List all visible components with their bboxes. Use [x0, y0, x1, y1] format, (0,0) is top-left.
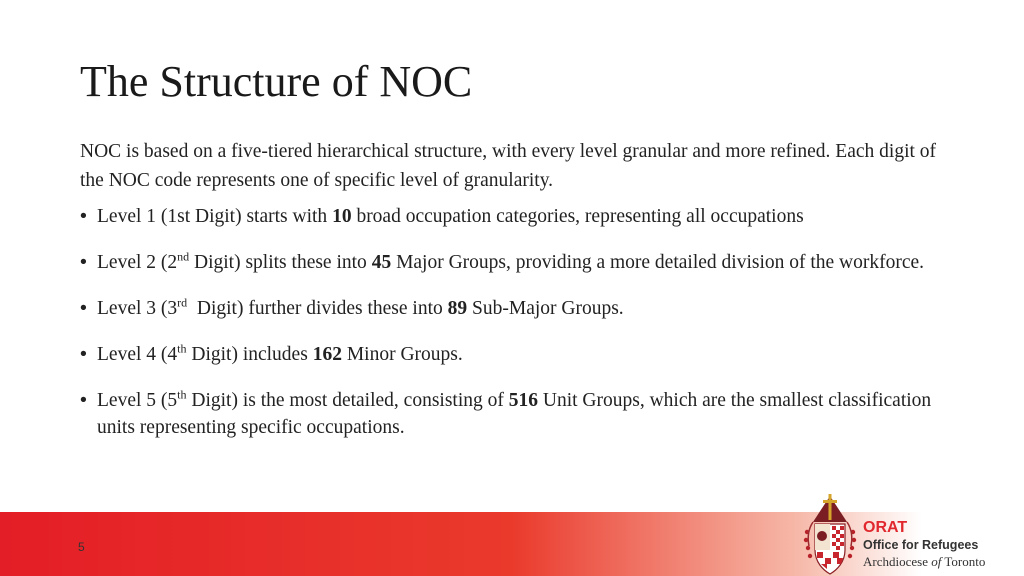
org-name: Office for Refugees	[863, 538, 979, 552]
level-text: Unit Groups, which are the smallest classification units representing specific occupations.	[97, 390, 932, 438]
bullet-icon: •	[80, 389, 87, 411]
ordinal-suffix: nd	[177, 249, 190, 264]
level-text: Level 3 (3	[97, 298, 178, 319]
level-text: Level 4 (4	[97, 344, 178, 365]
bullet-icon: •	[80, 297, 87, 319]
arch-text: Toronto	[941, 554, 986, 569]
slide-title: The Structure of NOC	[80, 57, 473, 106]
archdiocese-name	[863, 554, 985, 569]
level-item-3	[80, 295, 960, 322]
level-count: 10	[332, 206, 352, 227]
level-item-4	[80, 341, 960, 368]
level-text: Level 5 (5	[97, 390, 178, 411]
level-item-1	[80, 203, 960, 230]
level-text: Level 2 (2	[97, 252, 178, 273]
page-number: 5	[78, 540, 85, 554]
level-text: Digit) is the most detailed, consisting of	[186, 390, 509, 411]
intro-paragraph: NOC is based on a five-tiered hierarchical structure, with every level granular and more refined. Each digit of the NOC code represents one of specific level of granularity.	[80, 141, 937, 191]
arch-text: Archdiocese	[863, 554, 932, 569]
level-text: Sub-Major Groups.	[467, 298, 624, 319]
level-text: Level 1 (1st Digit) starts with	[97, 206, 333, 227]
level-item-2	[80, 249, 960, 276]
bullet-icon: •	[80, 251, 87, 273]
level-text: Digit) includes	[186, 344, 313, 365]
level-item-5	[80, 387, 960, 441]
level-count: 516	[508, 390, 538, 411]
bullet-icon: •	[80, 343, 87, 365]
level-text: broad occupation categories, representing all occupations	[351, 206, 804, 227]
level-text: Digit) splits these into	[189, 252, 372, 273]
level-count: 89	[447, 298, 468, 319]
level-text: Minor Groups.	[341, 344, 463, 365]
coat-of-arms-icon	[803, 492, 857, 576]
orat-acronym: ORAT	[863, 519, 908, 536]
level-text: Digit) further divides these into	[187, 298, 448, 319]
level-list	[80, 203, 960, 460]
ordinal-suffix: th	[177, 341, 187, 356]
orat-logo	[797, 492, 997, 576]
ordinal-suffix: th	[177, 387, 187, 402]
bullet-icon: •	[80, 205, 87, 227]
arch-of: of	[931, 554, 942, 569]
ordinal-suffix: rd	[177, 295, 188, 310]
level-text: Major Groups, providing a more detailed division of the workforce.	[391, 252, 925, 273]
level-count: 162	[312, 344, 342, 365]
level-count: 45	[371, 252, 392, 273]
